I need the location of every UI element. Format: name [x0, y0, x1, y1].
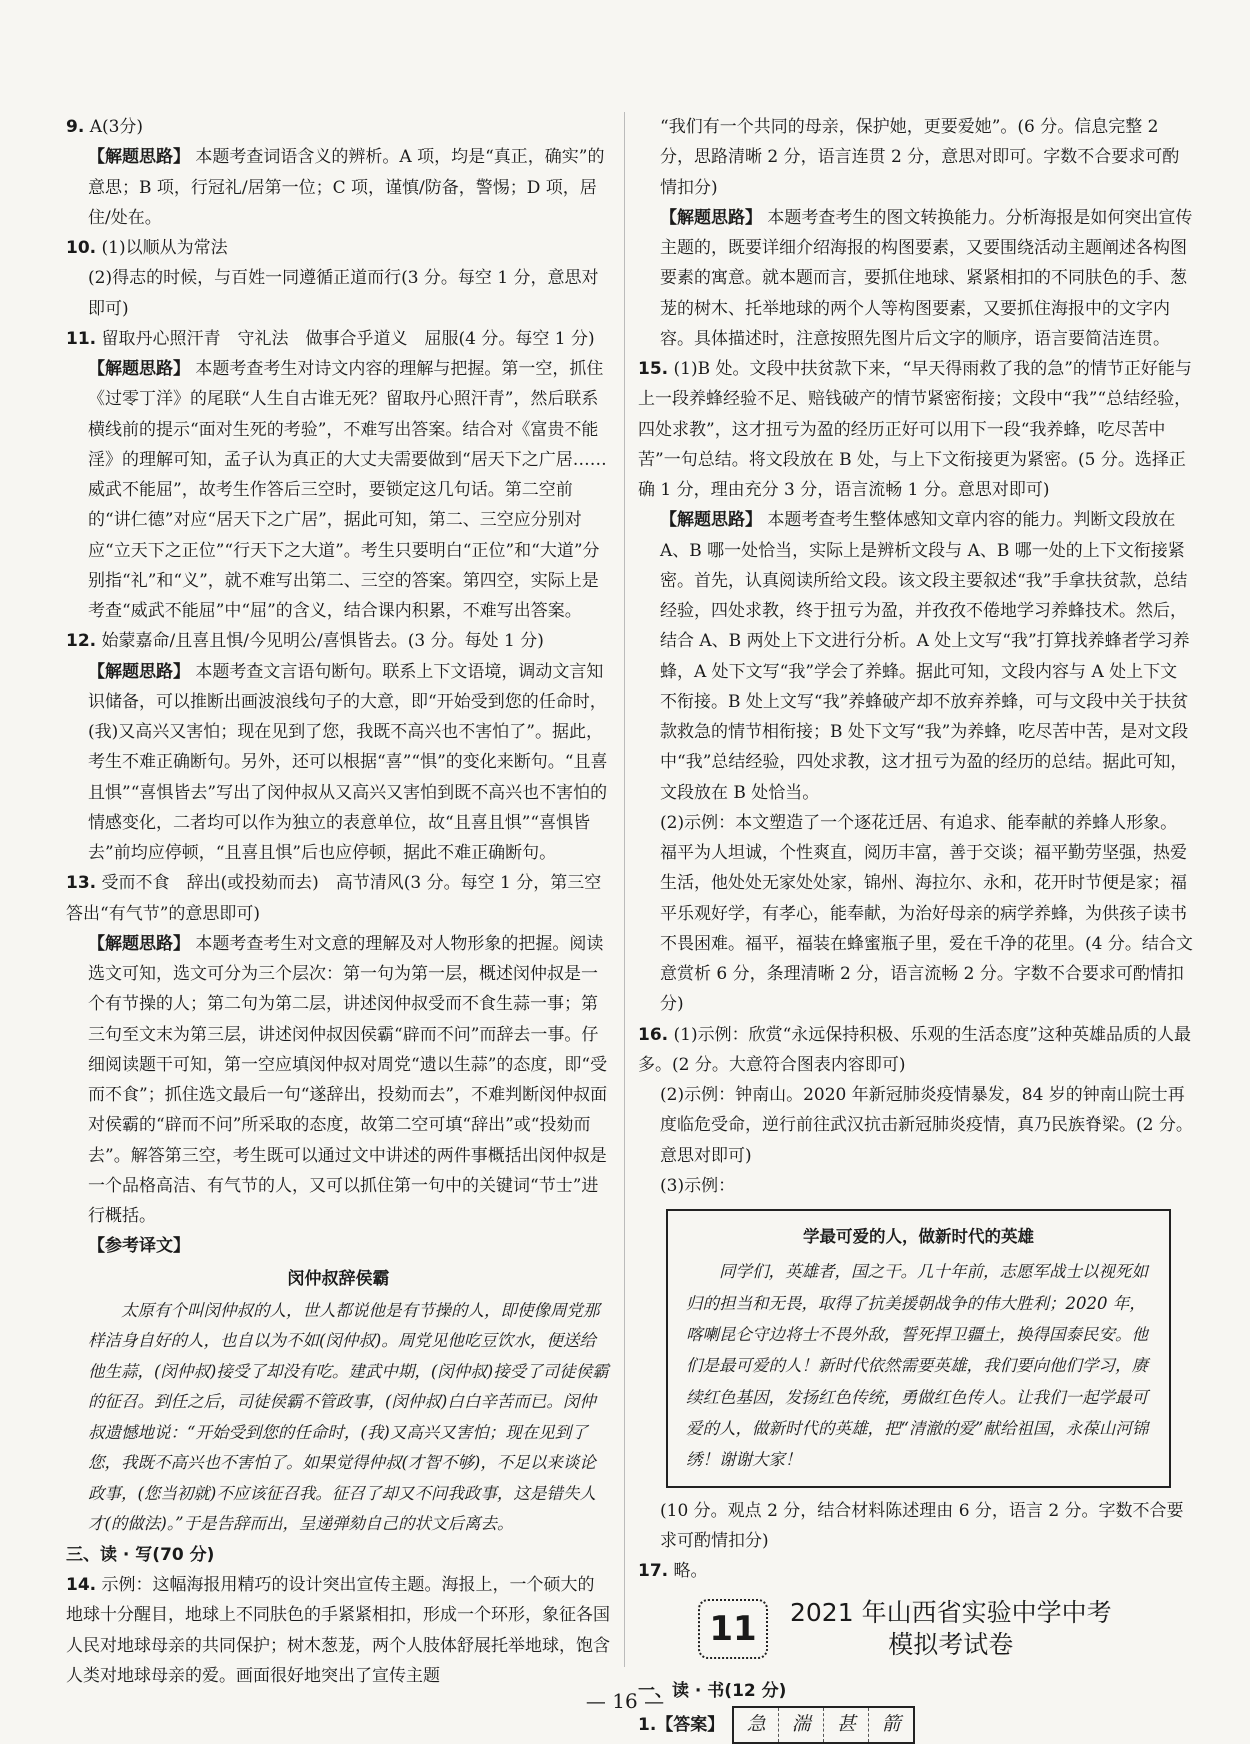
q15-part2: (2)示例：本文塑造了一个逐花迁居、有追求、能奉献的养蜂人形象。福平为人坦诚，个性爽直，阅历丰富，善于交谈；福平勤劳坚强，热爱生活，他处处无家处处家，锦州、海拉尔、永和，花开时节便是家；福平乐观好学，有孝心，能奉献，为治好母亲的病学养蜂，为供孩子读书不畏困难。福平，福装在蜂蜜瓶子里，爱在千净的花里。(4 分。结合文意赏析 6 分，条理清晰 2 分，语言流畅 2 分。字数不合要求可酌情扣分) [660, 812, 1193, 1015]
section-one-heading: 一、读 · 书(12 分) [638, 1680, 787, 1701]
q16-part2: (2)示例：钟南山。2020 年新冠肺炎疫情暴发，84 岁的钟南山院士再度临危受命，逆行前往武汉抗击新冠肺炎疫情，真乃民族脊梁。(2 分。意思对即可) [660, 1085, 1193, 1166]
answer-char: 湍 [779, 1708, 824, 1742]
essay-score-note: (10 分。观点 2 分，结合材料陈述理由 6 分，语言 2 分。字数不合要求可酌情扣分) [660, 1500, 1184, 1551]
translation-title: 闵仲叔辞侯霸 [287, 1268, 390, 1289]
section-three-heading: 三、读 · 写(70 分) [66, 1544, 215, 1565]
q15-explanation: 【解题思路】 本题考查考生整体感知文章内容的能力。判断文段放在 A、B 哪一处恰当，实际上是辨析文段与 A、B 哪一处的上下文衔接紧密。首先，认真阅读所给文段。该文段主要叙述“我”手拿扶贫款，总结经验，四处求教，终于扭亏为盈，并孜孜不倦地学习养蜂技术。然后，结合 A、B 两处上下文进行分析。A 处上文写“我”打算找养蜂者学习养蜂，A 处下文写“我”学会了养蜂。据此可知，文段内容与 A 处上下文不衔接。B 处上文写“我”养蜂破产却不放弃养蜂，可与文段中关于扶贫款救急的情节相衔接；B 处下文写“我”为养蜂，吃尽苦中苦，是对文段中“我”总结经验，四处求教，这才扭亏为盈的经历的总结。据此可知，文段放在 B 处恰当。 [660, 510, 1190, 803]
q14-explanation: 【解题思路】 本题考查考生的图文转换能力。分析海报是如何突出宣传主题的，既要详细介绍海报的构图要素，又要围绕活动主题阐述各构图要素的寓意。就本题而言，要抓住地球、紧紧相扣的不同肤色的手、葱茏的树木、托举地球的两个人等构图要素，又要抓住海报中的文字内容。具体描述时，注意按照先图片后文字的顺序，语言要简洁连贯。 [660, 207, 1193, 349]
sample-essay-box [666, 1209, 1171, 1488]
q11: 11. 留取丹心照汗青 守礼法 做事合乎道义 屈服(4 分。每空 1 分) [66, 328, 595, 349]
answer-char: 箭 [881, 1712, 901, 1735]
q13: 13. 受而不食 辞出(或投劾而去) 高节清风(3 分。每空 1 分，第三空答出“有气节”的意思即可) [66, 873, 602, 924]
exam-number-badge: 11 [698, 1599, 768, 1659]
q11-explanation: 【解题思路】 本题考查考生对诗文内容的理解与把握。第一空，抓住《过零丁洋》的尾联“人生自古谁无死？留取丹心照汗青”，然后联系横线前的提示“面对生死的考验”，不难写出答案。结合对《富贵不能淫》的理解可知，孟子认为真正的大丈夫需要做到“居天下之广居……威武不能屈”，故考生作答后三空时，要锁定这几句话。第二空前的“讲仁德”对应“居天下之广居”，据此可知，第二、三空应分别对应“立天下之正位”“行天下之大道”。考生只要明白“正位”和“大道”分别指“礼”和“义”，就不难写出第二、三空的答案。第四空，实际上是考查“威武不能屈”中“屈”的含义，结合课内积累，不难写出答案。 [88, 359, 607, 621]
essay-body: 同学们，英雄者，国之干。几十年前，志愿军战士以视死如归的担当和无畏，取得了抗美援朝战争的伟大胜利；2020 年，喀喇昆仑守边将士不畏外敌，誓死捍卫疆土，换得国泰民安。他们是最可爱的人！新时代依然需要英雄，我们要向他们学习，赓续红色基因，发扬红色传统，勇做红色传人。让我们一起学最可爱的人，做新时代的英雄，把“清澈的爱”献给祖国，永葆山河锦绣！谢谢大家！ [686, 1262, 1149, 1470]
essay-title: 学最可爱的人，做新时代的英雄 [803, 1227, 1034, 1246]
q9: 9. A(3分) [66, 117, 144, 137]
right-column [638, 112, 1193, 1744]
q16: 16. (1)示例：欣赏“永远保持积极、乐观的生活态度”这种英雄品质的人最多。(2 分。大意符合图表内容即可) [638, 1024, 1191, 1075]
q13-explanation: 【解题思路】 本题考查考生对文意的理解及对人物形象的把握。阅读选文可知，选文可分为三个层次：第一句为第一层，概述闵仲叔是一个有节操的人；第二句为第二层，讲述闵仲叔受而不食生蒜一事；第三句至文末为第三层，讲述闵仲叔因侯霸“辟而不问”而辞去一事。仔细阅读题干可知，第一空应填闵仲叔对周党“遗以生蒜”的态度，即“受而不食”；抓住选文最后一句“遂辞出，投劾而去”，不难判断闵仲叔面对侯霸的“辟而不问”所采取的态度，故第二空可填“辞出”或“投劾而去”。解答第三空，考生既可以通过文中讲述的两件事概括出闵仲叔是一个品格高洁、有气节的人，又可以抓住第一句中的关键词“节士”进行概括。 [88, 933, 608, 1226]
q12-explanation: 【解题思路】 本题考查文言语句断句。联系上下文语境，调动文言知识储备，可以推断出画波浪线句子的大意，即“开始受到您的任命时，(我)又高兴又害怕；现在见到了您，我既不高兴也不害怕了”。据此，考生不难正确断句。另外，还可以根据“喜”“惧”的变化来断句。“且喜且惧”“喜惧皆去”写出了闵仲叔从又高兴又害怕到既不高兴也不害怕的情感变化，二者均可以作为独立的表意单位，故“且喜且惧”“喜惧皆去”前均应停顿，“且喜且惧”后也应停顿，据此不难正确断句。 [88, 661, 608, 863]
page-number: — 16 — [585, 1689, 665, 1713]
exam-title: 2021 年山西省实验中学中考 模拟考试卷 [790, 1597, 1112, 1659]
column-divider [624, 112, 625, 1667]
translation-body: 太原有个叫闵仲叔的人，世人都说他是有节操的人，即使像周党那样洁身自好的人，也自以为不如(闵仲叔)。周党见他吃豆饮水，便送给他生蒜，(闵仲叔)接受了却没有吃。建武中期，(闵仲叔)接受了司徒侯霸的征召。到任之后，司徒侯霸不管政事，(闵仲叔)白白辛苦而已。闵仲叔遗憾地说：“开始受到您的任命时，(我)又高兴又害怕；现在见到了您，我既不高兴也不害怕了。如果觉得仲叔(才智不够)，不足以来谈论政事，(您当初就)不应该征召我。征召了却又不问我政事，这是错失人才(的做法)。”于是告辞而出，呈递弹劾自己的状文后离去。 [88, 1300, 609, 1534]
q14-continued: “我们有一个共同的母亲，保护她，更要爱她”。(6 分。信息完整 2 分，思路清晰 2 分，语言连贯 2 分，意思对即可。字数不合要求可酌情扣分) [660, 117, 1180, 198]
answer-char: 甚 [824, 1708, 869, 1742]
q10: 10. (1)以顺从为常法 [66, 238, 228, 258]
answer-char: 急 [734, 1708, 779, 1742]
q17: 17. 略。 [638, 1561, 708, 1582]
left-column [66, 112, 611, 1691]
q15: 15. (1)B 处。文段中扶贫款下来，“早天得雨救了我的急”的情节正好能与上一段养蜂经验不足、赔钱破产的情节紧密衔接；文段中“我”“总结经验，四处求教”，这才扭亏为盈的经历正好可以用下一段“我养蜂，吃尽苦中苦”一句总结。将文段放在 B 处，与上下文衔接更为紧密。(5 分。选择正确 1 分，理由充分 3 分，语言流畅 1 分。意思对即可) [638, 359, 1192, 500]
q1-answer: 1. 【答案】 急 湍 甚 箭 [638, 1706, 1193, 1744]
exam-banner [638, 1597, 1193, 1662]
q10-part2: (2)得志的时候，与百姓一同遵循正道而行(3 分。每空 1 分，意思对即可) [88, 268, 599, 319]
q16-part3: (3)示例： [660, 1175, 736, 1196]
reference-translation-label: 【参考译文】 [88, 1236, 190, 1257]
q9-explanation: 【解题思路】 本题考查词语含义的辨析。A 项，均是“真正，确实”的意思；B 项，行冠礼/居第一位；C 项，谨慎/防备，警惕；D 项，居住/处在。 [88, 147, 605, 228]
q12: 12. 始蒙嘉命/且喜且惧/今见明公/喜惧皆去。(3 分。每处 1 分) [66, 631, 544, 652]
q14: 14. 示例：这幅海报用精巧的设计突出宣传主题。海报上，一个硕大的地球十分醒目，地球上不同肤色的手紧紧相扣，形成一个环形，象征各国人民对地球母亲的共同保护；树木葱茏，两个人肢体舒展托举地球，饱含人类对地球母亲的爱。画面很好地突出了宣传主题 [66, 1575, 610, 1686]
